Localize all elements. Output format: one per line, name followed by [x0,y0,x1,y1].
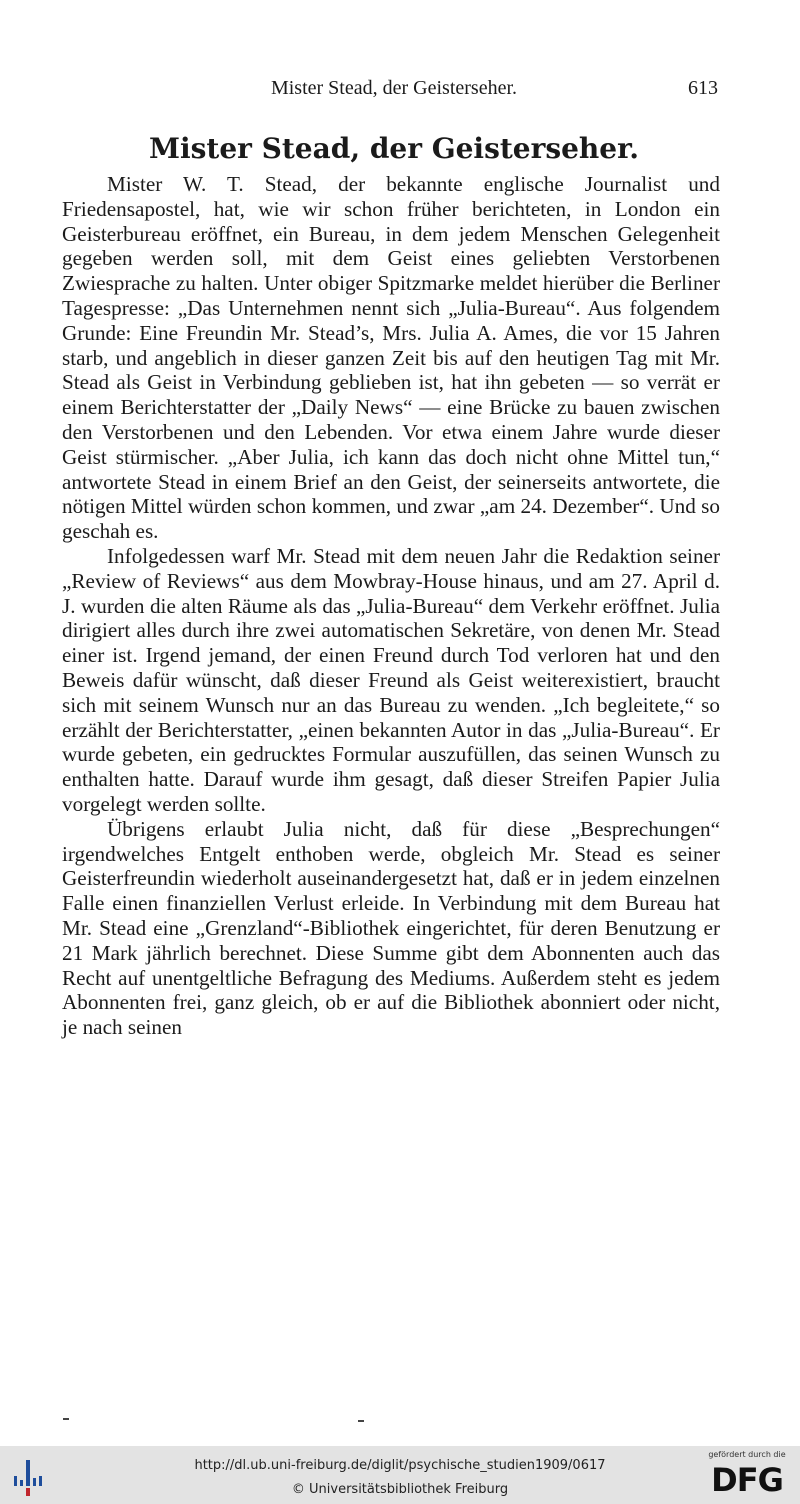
scan-mark [358,1420,364,1422]
running-title: Mister Stead, der Geisterseher. [270,77,518,99]
article-body [62,172,720,1040]
paragraph: Übrigens erlaubt Julia nicht, daß für diese „Besprechungen“ irgendwelches Entgelt enthoben werde, obgleich Mr. Stead es seiner Geisterfreundin wiederholt auseinandergesetzt hat, daß er in jedem einzelnen Falle einen finanziellen Verlust erleide. In Verbindung mit dem Bureau hat Mr. Stead eine „Grenzland“-Bibliothek eingerichtet, für deren Benutzung er 21 Mark jährlich berechnet. Diese Summe gibt dem Abonnenten auch das Recht auf unentgeltliche Befragung des Mediums. Außerdem steht es jedem Abonnenten frei, ganz gleich, ob er auf die Bibliothek abonniert oder nicht, je nach seinen [62,816,720,1040]
dfg-caption: gefördert durch die [708,1450,786,1459]
paragraph: Mister W. T. Stead, der bekannte englische Journalist und Friedensapostel, hat, wie wir schon früher berichteten, in London ein Geisterbureau eröffnet, ein Bureau, in dem jedem Menschen Gelegenheit gegeben werden soll, mit dem Geist eines geliebten Verstorbenen Zwiesprache zu halten. Unter obiger Spitzmarke meldet hierüber die Berliner Tagespresse: „Das Unternehmen nennt sich „Julia-Bureau“. Aus folgendem Grunde: Eine Freundin Mr. Stead’s, Mrs. Julia A. Ames, die vor 15 Jahren starb, und angeblich in dieser ganzen Zeit bis auf den heutigen Tag mit Mr. Stead als Geist in Verbindung geblieben ist, hat ihn gebeten — so verrät er einem Berichterstatter der „Daily News“ — eine Brücke zu bauen zwischen den Verstorbenen und den Lebenden. Vor etwa einem Jahre wurde dieser Geist stürmischer. „Aber Julia, ich kann das doch nicht ohne Mittel tun,“ antwortete Stead in einem Brief an den Geist, der seinerseits antwortete, die nötigen Mittel würden schon kommen, und zwar „am 24. Dezember“. Und so geschah es. [62,172,720,544]
dfg-logo[interactable] [706,1450,788,1502]
dfg-wordmark: DFG [711,1461,783,1499]
page-number: 613 [688,77,718,99]
running-header [62,74,726,102]
viewer-footer [0,1446,800,1504]
scan-mark [63,1418,69,1420]
paragraph: Infolgedessen warf Mr. Stead mit dem neuen Jahr die Redaktion seiner „Review of Reviews“ aus dem Mowbray-House hinaus, und am 27. April d. J. wurden die alten Räume als das „Julia-Bureau“ dem Verkehr eröffnet. Julia dirigiert alles durch ihre zwei automatischen Sekretäre, von denen Mr. Stead einer ist. Irgend jemand, der einen Freund durch Tod verloren hat und den Beweis dafür wünscht, daß dieser Freund als Geist weiterexistiert, braucht sich mit seinem Wunsch nur an das Bureau zu wenden. „Ich begleitete,“ so erzählt der Berichterstatter, „einen bekannten Autor in das „Julia-Bureau“. Er wurde gebeten, ein gedrucktes Formular auszufüllen, das seinen Wunsch zu enthalten hatte. Darauf wurde ihm gesagt, daß dieser Streifen Papier Julia vorgelegt werden sollte. [62,543,720,816]
article-title: Mister Stead, der Geisterseher. [148,132,640,165]
copyright-notice: © Universitätsbibliothek Freiburg [291,1482,509,1497]
permalink-url[interactable]: http://dl.ub.uni-freiburg.de/diglit/psychische_studien1909/0617 [194,1458,606,1473]
